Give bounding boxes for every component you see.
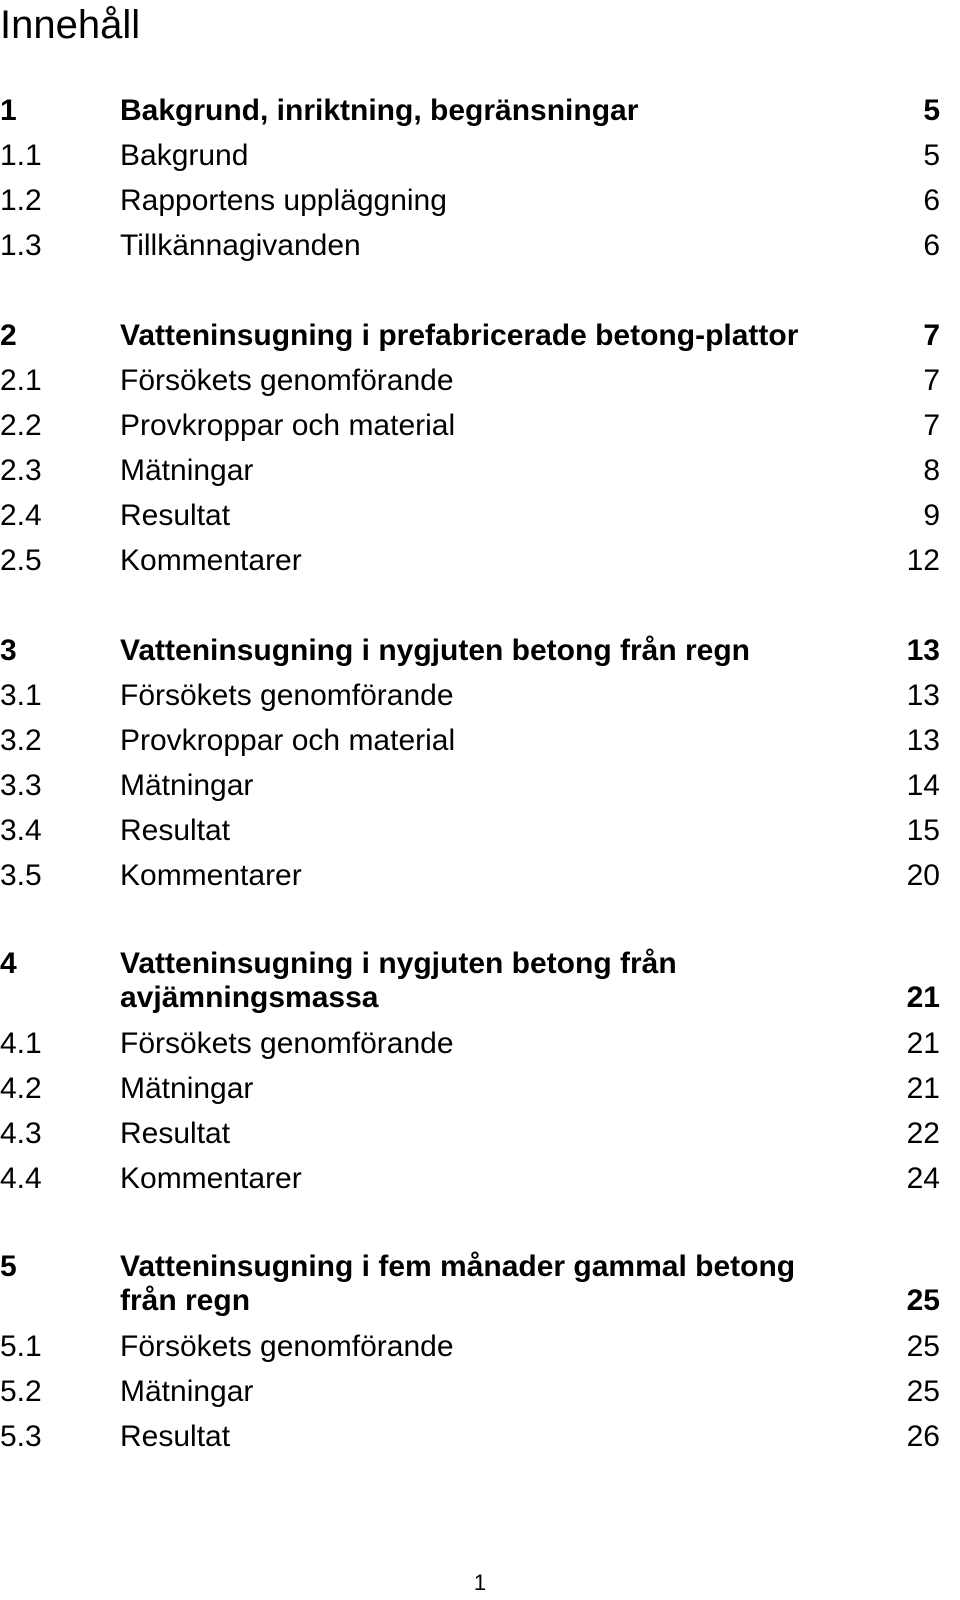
toc-entry-page: 21 [906,1072,940,1105]
toc-chapter-entry[interactable] [0,88,960,133]
toc-subsection-entry[interactable] [0,718,960,763]
toc-subsection-entry[interactable] [0,1021,960,1066]
toc-subsection-entry[interactable] [0,673,960,718]
table-of-contents [0,88,960,1504]
toc-entry-number: 3.2 [0,724,42,757]
toc-entry-page: 12 [906,544,940,577]
toc-entry-title: Försökets genomförande [120,1330,454,1363]
toc-subsection-entry[interactable] [0,1369,960,1414]
toc-subsection-entry[interactable] [0,763,960,808]
toc-subsection-entry[interactable] [0,358,960,403]
toc-entry-page: 9 [923,499,940,532]
page-title: Innehåll [0,3,141,47]
toc-chapter-entry[interactable] [0,628,960,673]
toc-entry-title: Mätningar [120,1375,254,1408]
toc-entry-page: 5 [923,94,940,127]
toc-entry-title: Mätningar [120,1072,254,1105]
toc-entry-title: Provkroppar och material [120,409,456,442]
toc-entry-page: 6 [923,184,940,217]
toc-subsection-entry[interactable] [0,133,960,178]
toc-entry-number: 2.5 [0,544,42,577]
toc-entry-page: 25 [906,1375,940,1408]
toc-entry-number: 5.1 [0,1330,42,1363]
toc-entry-number: 3 [0,634,17,667]
toc-entry-number: 5.2 [0,1375,42,1408]
toc-entry-number: 2.1 [0,364,42,397]
toc-entry-title: Rapportens uppläggning [120,184,447,217]
toc-subsection-entry[interactable] [0,1066,960,1111]
toc-subsection-entry[interactable] [0,178,960,223]
toc-entry-page: 14 [906,769,940,802]
toc-entry-title: Vatteninsugning i fem månader gammal betong från regn [120,1250,796,1317]
page-number: 1 [473,1570,487,1595]
toc-entry-title: Vatteninsugning i nygjuten betong från avjämningsmassa [120,947,677,1014]
toc-subsection-entry[interactable] [0,853,960,898]
toc-entry-title: Mätningar [120,454,254,487]
toc-entry-page: 21 [906,1027,940,1060]
toc-subsection-entry[interactable] [0,403,960,448]
toc-entry-title: Tillkännagivanden [120,229,361,262]
toc-entry-number: 3.5 [0,859,42,892]
toc-entry-page: 7 [923,364,940,397]
toc-entry-page: 24 [906,1162,940,1195]
toc-entry-page: 13 [906,724,940,757]
toc-entry-number: 3.1 [0,679,42,712]
toc-entry-title: Vatteninsugning i prefabricerade betong-plattor [120,319,799,352]
toc-entry-number: 2.2 [0,409,42,442]
toc-entry-number: 3.4 [0,814,42,847]
toc-entry-title: Mätningar [120,769,254,802]
toc-entry-title: Kommentarer [120,544,302,577]
toc-entry-page: 13 [906,634,940,667]
toc-subsection-entry[interactable] [0,448,960,493]
toc-entry-title: Kommentarer [120,859,302,892]
toc-entry-number: 3.3 [0,769,42,802]
toc-entry-title: Försökets genomförande [120,679,454,712]
toc-subsection-entry[interactable] [0,1156,960,1201]
toc-chapter-entry[interactable] [0,1246,960,1324]
toc-entry-number: 2.3 [0,454,42,487]
toc-entry-page: 26 [906,1420,940,1453]
toc-entry-number: 4.1 [0,1027,42,1060]
toc-subsection-entry[interactable] [0,493,960,538]
toc-entry-page: 7 [923,319,940,352]
toc-entry-title: Kommentarer [120,1162,302,1195]
toc-entry-page: 13 [906,679,940,712]
toc-entry-page: 7 [923,409,940,442]
toc-chapter-entry[interactable] [0,313,960,358]
toc-entry-title: Resultat [120,814,231,847]
toc-entry-title: Bakgrund [120,139,249,172]
toc-subsection-entry[interactable] [0,808,960,853]
toc-entry-page: 21 [906,981,940,1014]
toc-entry-title: Provkroppar och material [120,724,456,757]
toc-entry-number: 2.4 [0,499,42,532]
toc-entry-number: 4.2 [0,1072,42,1105]
toc-section [0,313,960,583]
toc-section [0,628,960,898]
toc-entry-title: Försökets genomförande [120,1027,454,1060]
toc-entry-number: 4 [0,947,17,980]
toc-entry-title: Resultat [120,499,231,532]
toc-entry-page: 20 [906,859,940,892]
toc-subsection-entry[interactable] [0,538,960,583]
toc-entry-number: 1 [0,94,17,127]
toc-chapter-entry[interactable] [0,943,960,1021]
toc-entry-page: 8 [923,454,940,487]
toc-entry-title: Resultat [120,1420,231,1453]
toc-entry-title: Försökets genomförande [120,364,454,397]
toc-subsection-entry[interactable] [0,1111,960,1156]
toc-entry-title: Vatteninsugning i nygjuten betong från regn [120,634,750,667]
toc-entry-number: 5.3 [0,1420,42,1453]
toc-entry-number: 1.1 [0,139,42,172]
toc-subsection-entry[interactable] [0,1324,960,1369]
toc-entry-number: 1.3 [0,229,42,262]
toc-entry-page: 15 [906,814,940,847]
toc-entry-page: 5 [923,139,940,172]
toc-entry-page: 22 [906,1117,940,1150]
toc-entry-page: 6 [923,229,940,262]
toc-entry-title: Resultat [120,1117,231,1150]
toc-entry-number: 5 [0,1250,17,1283]
toc-entry-page: 25 [906,1330,940,1363]
toc-subsection-entry[interactable] [0,223,960,268]
toc-entry-page: 25 [906,1284,940,1317]
toc-section [0,1246,960,1459]
toc-section [0,943,960,1201]
toc-entry-title: Bakgrund, inriktning, begränsningar [120,94,639,127]
toc-entry-number: 2 [0,319,17,352]
toc-entry-number: 4.3 [0,1117,42,1150]
toc-entry-number: 1.2 [0,184,42,217]
toc-section [0,88,960,268]
toc-entry-number: 4.4 [0,1162,42,1195]
toc-subsection-entry[interactable] [0,1414,960,1459]
